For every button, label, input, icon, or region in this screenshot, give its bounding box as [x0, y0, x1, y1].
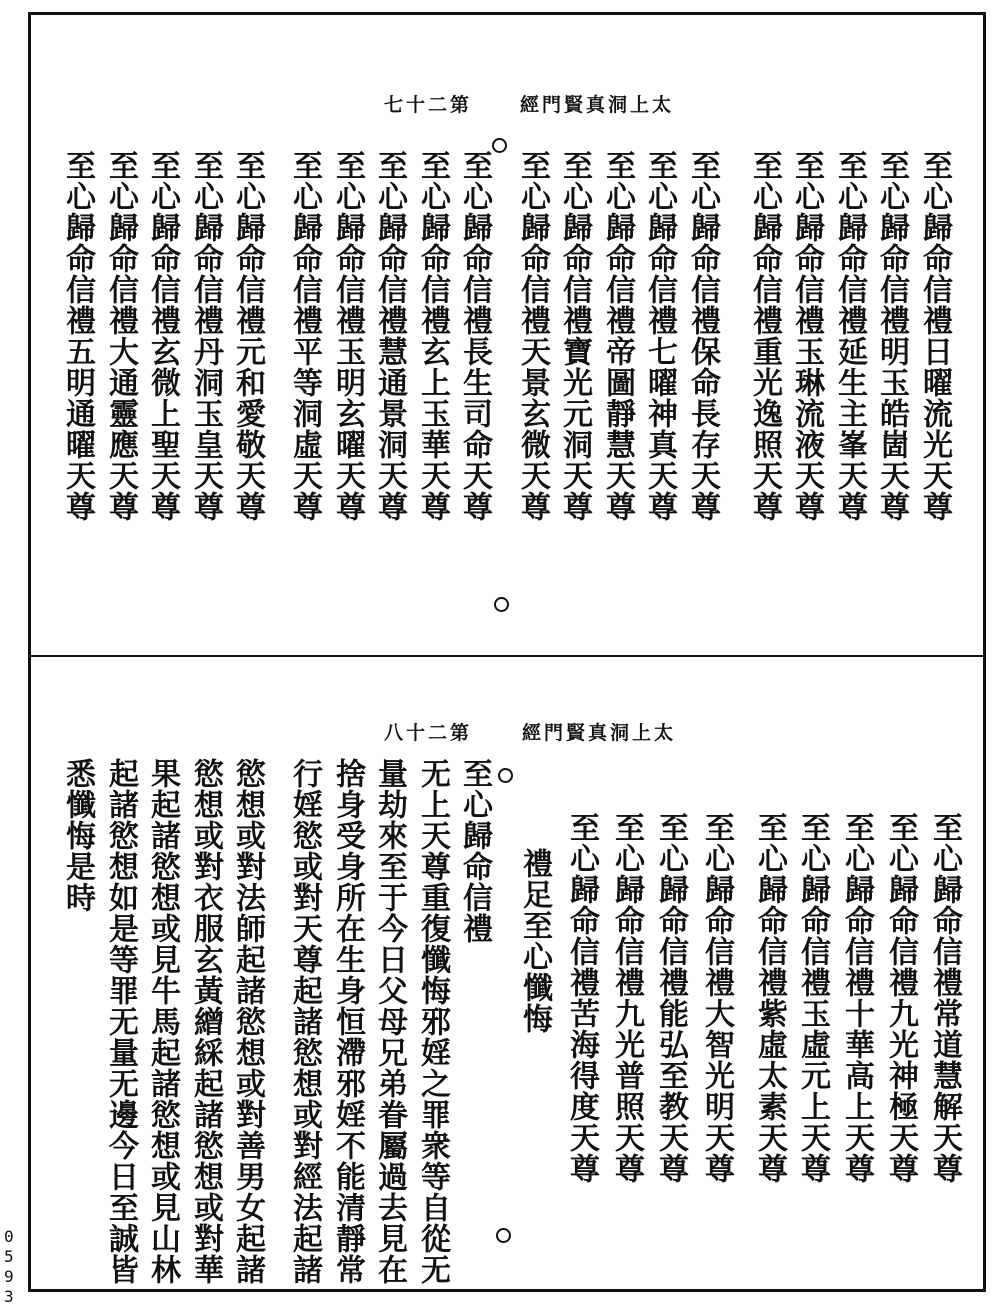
lower-column: 量劫來至于今日父母兄弟眷屬過去見在	[372, 758, 407, 1285]
upper-column: 至心歸命信禮玉琳流液天尊	[789, 150, 824, 522]
lower-column: 慾想或對衣服玄黃繒綵起諸慾想或對華	[188, 758, 223, 1285]
upper-column: 至心歸命信禮玄微上聖天尊	[145, 150, 180, 522]
lower-column: 至心歸命信禮紫虛太素天尊	[752, 812, 787, 1184]
upper-column: 至心歸命信禮七曜神真天尊	[642, 150, 677, 522]
upper-column: 至心歸命信禮玄上玉華天尊	[415, 150, 450, 522]
page-divider	[31, 655, 983, 657]
lower-header-page: 第二十八	[384, 722, 473, 744]
upper-column: 至心歸命信禮天景玄微天尊	[515, 150, 550, 522]
lower-column: 至心歸命信禮常道慧解天尊	[927, 812, 962, 1184]
upper-column: 至心歸命信禮保命長存天尊	[685, 150, 720, 522]
upper-column: 至心歸命信禮大通靈應天尊	[103, 150, 138, 522]
lower-column: 慾想或對法師起諸慾想或對善男女起諸	[230, 758, 265, 1285]
lower-column: 果起諸慾想或見牛馬起諸慾想或見山林	[145, 758, 180, 1285]
lower-column: 至心歸命信禮苦海得度天尊	[564, 812, 599, 1184]
page-number: 0593	[4, 1227, 14, 1306]
upper-header-page: 第二十七	[384, 94, 473, 116]
upper-column: 至心歸命信禮五明通曜天尊	[60, 150, 95, 522]
upper-column: 至心歸命信禮慧通景洞天尊	[372, 150, 407, 522]
lower-column: 行婬慾或對天尊起諸慾想或對經法起諸	[287, 758, 322, 1285]
lower-column: 至心歸命信禮玉虛元上天尊	[795, 812, 830, 1184]
upper-header-title: 太上洞真賢門經	[520, 94, 675, 116]
upper-column: 至心歸命信禮日曜流光天尊	[917, 150, 952, 522]
lower-column: 至心歸命信禮九光神極天尊	[883, 812, 918, 1184]
circle-mark	[494, 597, 509, 612]
upper-column: 至心歸命信禮明玉皓崮天尊	[874, 150, 909, 522]
upper-column: 至心歸命信禮平等洞虛天尊	[287, 150, 322, 522]
lower-column: 至心歸命信禮能弘至教天尊	[653, 812, 688, 1184]
circle-mark	[496, 1228, 511, 1243]
upper-column: 至心歸命信禮重光逸照天尊	[747, 150, 782, 522]
upper-column: 至心歸命信禮丹洞玉皇天尊	[188, 150, 223, 522]
lower-column: 至心歸命信禮九光普照天尊	[609, 812, 644, 1184]
lower-column: 至心歸命信禮	[457, 758, 492, 944]
upper-column: 至心歸命信禮寶光元洞天尊	[557, 150, 592, 522]
lower-column: 无上天尊重復懺悔邪婬之罪衆等自從无	[415, 758, 450, 1285]
upper-column: 至心歸命信禮帝圖靜慧天尊	[600, 150, 635, 522]
upper-column: 至心歸命信禮玉明玄曜天尊	[330, 150, 365, 522]
lower-column: 起諸慾想如是等罪无量无邊今日至誠皆	[103, 758, 138, 1285]
lower-column: 至心歸命信禮大智光明天尊	[699, 812, 734, 1184]
lower-column: 禮足至心懺悔	[517, 848, 552, 1034]
upper-column: 至心歸命信禮延生主峯天尊	[832, 150, 867, 522]
upper-column: 至心歸命信禮長生司命天尊	[457, 150, 492, 522]
lower-header-title: 太上洞真賢門經	[522, 722, 677, 744]
upper-column: 至心歸命信禮元和愛敬天尊	[230, 150, 265, 522]
lower-column: 至心歸命信禮十華高上天尊	[839, 812, 874, 1184]
lower-column: 捨身受身所在生身恒滯邪婬不能清靜常	[330, 758, 365, 1285]
lower-column: 悉懺悔是時	[60, 758, 95, 913]
circle-mark	[498, 768, 513, 783]
